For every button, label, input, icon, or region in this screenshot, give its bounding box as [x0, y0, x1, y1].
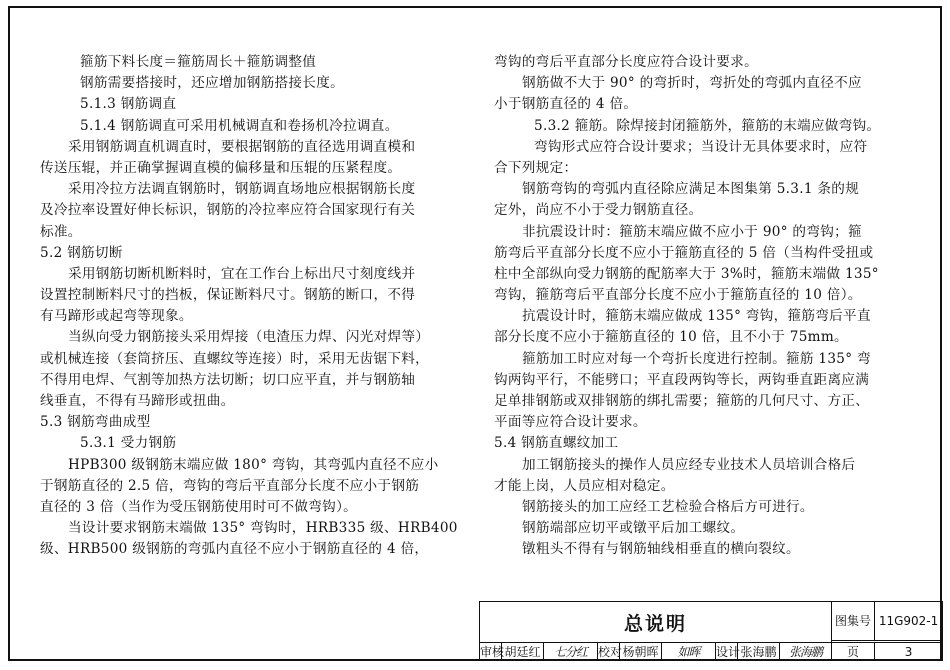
- text-line: 足单排钢筋或双排钢筋的绑扎需要；箍筋的几何尺寸、方正、: [494, 393, 870, 409]
- check-label: 校对: [598, 643, 620, 661]
- text-line: 定外，尚应不小于受力钢筋直径。: [494, 202, 703, 219]
- text-line: 部分长度不应小于箍筋直径的 10 倍，且不小于 75mm。: [494, 329, 848, 346]
- text-line: 采用冷拉方法调直钢筋时，钢筋调直场地应根据钢筋长度: [68, 181, 416, 198]
- text-line: 于钢筋直径的 2.5 倍，弯钩的弯后平直部分长度不应小于钢筋: [40, 477, 420, 494]
- text-line: 传送压辊，并正确掌握调直模的偏移量和压辊的压紧程度。: [40, 159, 402, 176]
- text-line: 箍筋下料长度＝箍筋周长＋箍筋调整值: [80, 54, 317, 70]
- text-line: 钢筋弯钩的弯弧内直径除应满足本图集第 5.3.1 条的规: [522, 181, 860, 198]
- text-line: 钢筋接头的加工应经工艺检验合格后方可进行。: [522, 498, 814, 515]
- reviewer-signature: 七分红: [544, 643, 598, 661]
- designer-signature: 张海鹏: [780, 643, 832, 661]
- text-line: 钢筋做不大于 90° 的弯折时，弯折处的弯弧内直径不应: [522, 75, 862, 92]
- text-line: 5.1.3 钢筋调直: [80, 96, 177, 113]
- text-line: 不得用电焊、气割等加热方法切断；切口应平直，并与钢筋轴: [40, 371, 416, 388]
- design-label: 设计: [716, 643, 738, 661]
- text-line: 弯钩的弯后平直部分长度应符合设计要求。: [494, 54, 758, 70]
- text-line: 及冷拉率设置好伸长标识，钢筋的冷拉率应符合国家现行有关: [40, 202, 416, 219]
- text-line: 采用钢筋调直机调直时，要根据钢筋的直径选用调直模和: [68, 138, 416, 155]
- reviewer-name: 胡廷红: [502, 643, 544, 661]
- text-line: 加工钢筋接头的操作人员应经专业技术人员培训合格后: [522, 456, 856, 473]
- text-line: 或机械连接（套筒挤压、直螺纹等连接）时，采用无齿锯下料，: [40, 350, 430, 367]
- text-line: 有马蹄形或起弯等现象。: [40, 308, 193, 325]
- text-line: 级、HRB500 级钢筋的弯弧内直径不应小于钢筋直径的 4 倍，: [40, 541, 429, 558]
- text-line: 直径的 3 倍（当作为受压钢筋使用时可不做弯钩）。: [40, 498, 358, 515]
- text-line: 柱中全部纵向受力钢筋的配筋率大于 3%时，箍筋末端做 135°: [494, 265, 879, 282]
- right-text-column: [494, 52, 912, 561]
- text-line: 采用钢筋切断机断料时，宜在工作台上标出尺寸刻度线并: [68, 265, 416, 282]
- text-line: 钢筋端部应切平或镦平后加工螺纹。: [522, 520, 745, 537]
- text-line: 5.1.4 钢筋调直可采用机械调直和卷扬机冷拉调直。: [80, 117, 399, 134]
- text-line: 线垂直，不得有马蹄形或扭曲。: [40, 393, 235, 409]
- text-line: 合下列规定：: [494, 159, 578, 176]
- text-line: 标准。: [40, 223, 82, 240]
- text-line: 筋弯后平直部分长度不应小于箍筋直径的 5 倍（当构件受扭或: [494, 244, 874, 261]
- text-line: 弯钩形式应符合设计要求；当设计无具体要求时，应符: [534, 138, 868, 155]
- text-line: 5.2 钢筋切断: [40, 244, 123, 261]
- checker-name: 杨朝晖: [620, 643, 662, 661]
- text-line: 弯钩，箍筋弯后平直部分长度不应小于箍筋直径的 10 倍）。: [494, 287, 862, 304]
- text-line: 设置控制断料尺寸的挡板，保证断料尺寸。钢筋的断口，不得: [40, 287, 416, 304]
- text-line: HPB300 级钢筋末端应做 180° 弯钩，其弯弧内直径不应小: [68, 456, 439, 473]
- text-line: 钢筋需要搭接时，还应增加钢筋搭接长度。: [80, 75, 344, 92]
- text-line: 平面等应符合设计要求。: [494, 414, 647, 431]
- page-label: 页: [832, 643, 875, 661]
- text-line: 抗震设计时，箍筋末端应做成 135° 弯钩，箍筋弯后平直: [522, 308, 871, 325]
- text-line: 5.3 钢筋弯曲成型: [40, 414, 151, 431]
- text-line: 钩两钩平行，不能劈口；平直段两钩等长，两钩垂直距离应满: [494, 371, 870, 388]
- text-line: 5.3.2 箍筋。除焊接封闭箍筋外，箍筋的末端应做弯钩。: [534, 117, 881, 134]
- text-line: 小于钢筋直径的 4 倍。: [494, 96, 638, 113]
- page-number: 3: [875, 643, 943, 661]
- drawing-title: 总说明: [480, 602, 832, 643]
- text-line: 非抗震设计时：箍筋末端应做不应小于 90° 的弯钩；箍: [522, 223, 862, 240]
- checker-signature: 如晖: [662, 643, 716, 661]
- text-line: 当纵向受力钢筋接头采用焊接（电渣压力焊、闪光对焊等）: [68, 329, 430, 346]
- text-line: 5.4 钢筋直螺纹加工: [494, 435, 619, 452]
- text-line: 5.3.1 受力钢筋: [80, 435, 177, 452]
- text-line: 当设计要求钢筋末端做 135° 弯钩时，HRB335 级、HRB400: [68, 520, 458, 537]
- left-text-column: [40, 52, 462, 561]
- text-line: 箍筋加工时应对每一个弯折长度进行控制。箍筋 135° 弯: [522, 350, 871, 367]
- title-block: [479, 601, 943, 661]
- atlas-number-label: 图集号: [832, 602, 875, 641]
- text-line: 镦粗头不得有与钢筋轴线相垂直的横向裂纹。: [522, 541, 800, 558]
- atlas-number: 11G902-1: [875, 602, 943, 641]
- review-label: 审核: [480, 643, 502, 661]
- designer-name: 张海鹏: [738, 643, 780, 661]
- text-line: 才能上岗，人员应相对稳定。: [494, 477, 675, 494]
